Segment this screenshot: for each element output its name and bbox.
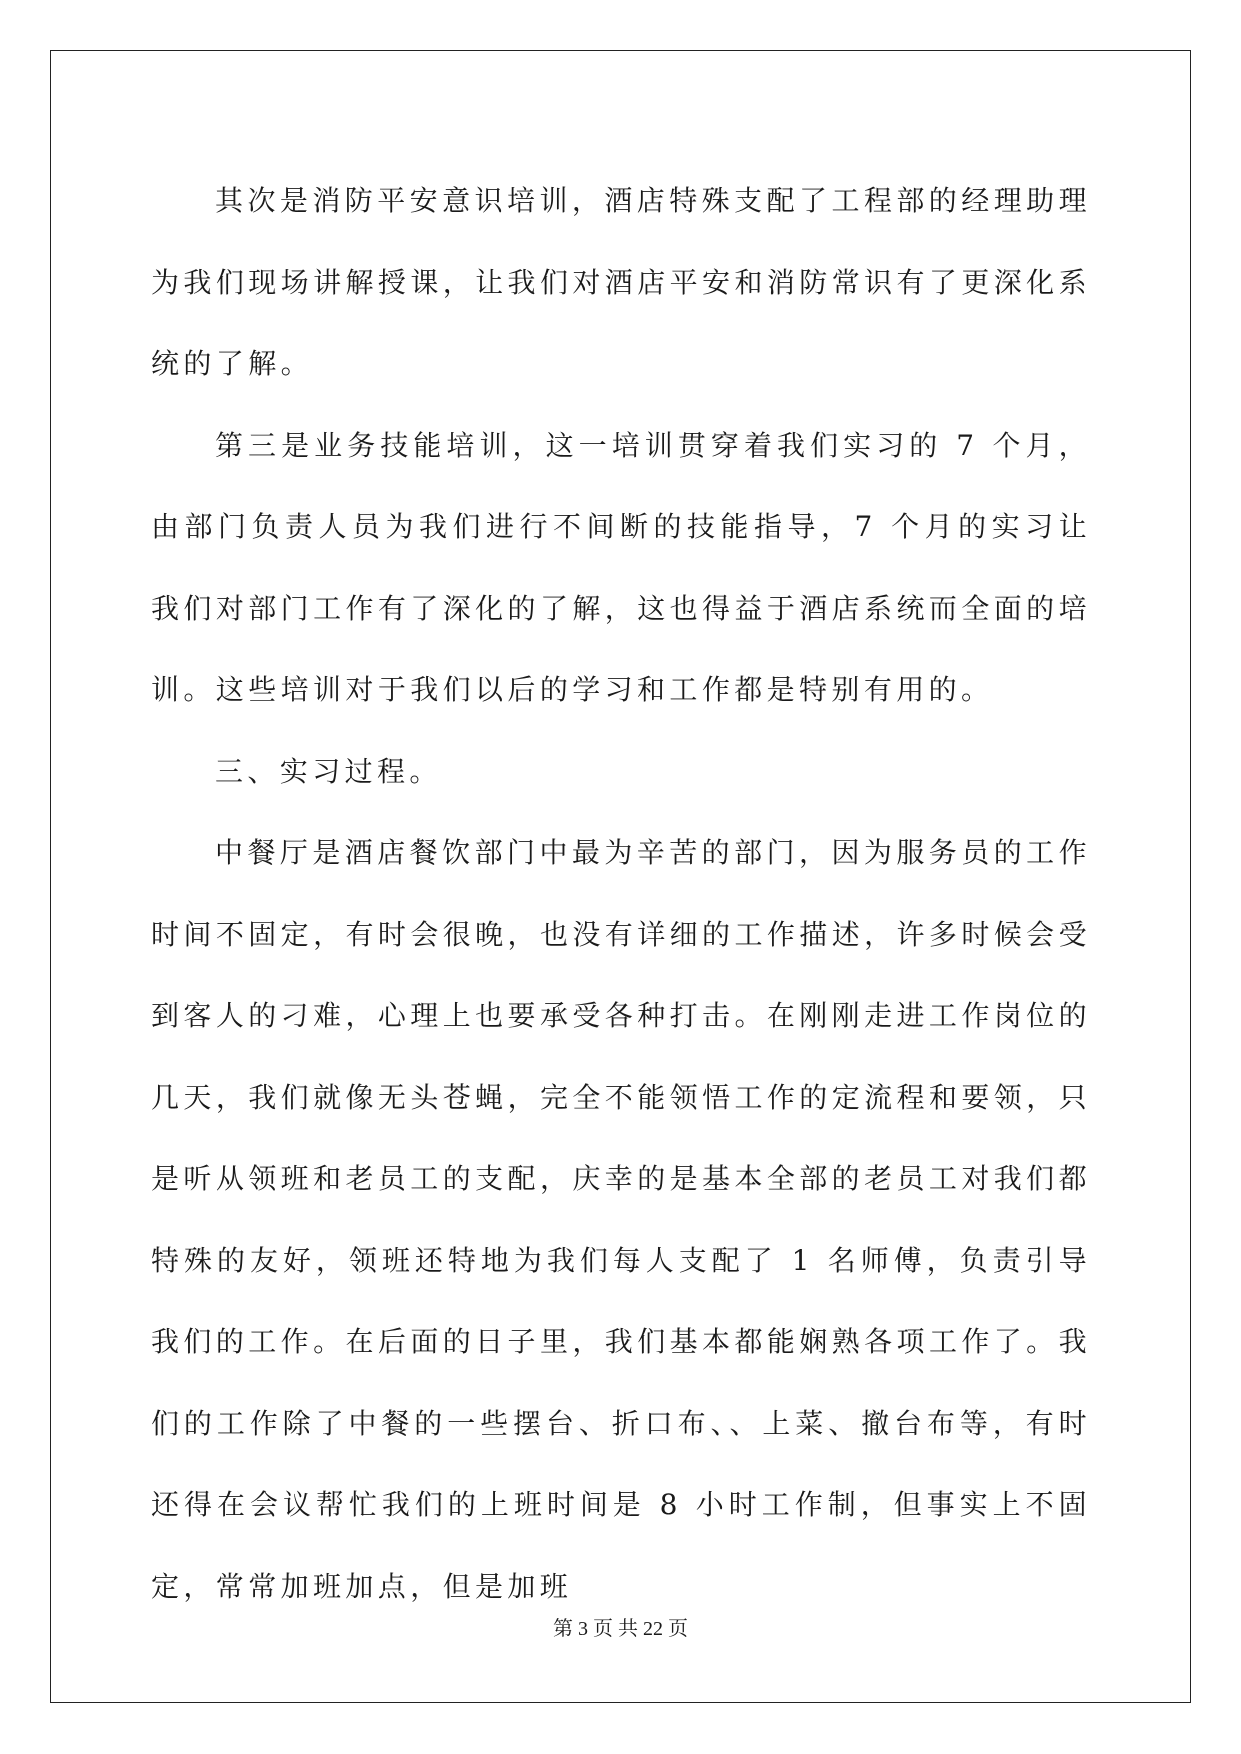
text-line: 训对于我们以后的学习和工作都是特别有用的。 (313, 673, 994, 706)
text-line: 班和老员工的支配，庆幸的是基本全部的老员工对我们都特殊的友好， (151, 1162, 1091, 1277)
paragraph-chinese-restaurant (151, 812, 1091, 1627)
paragraph-fire-safety (151, 160, 1091, 405)
text-line: 第三是业务技能培训，这一培训贯穿着我们实习的 7 个月，由部 (151, 428, 1091, 543)
text-line: 了解。 (215, 347, 314, 380)
document-body (151, 160, 1091, 1627)
text-line: 门工作有了深化的了解，这也得益于酒店系统而全面的培训。这些培 (151, 591, 1091, 706)
text-line: 我们就像无头苍蝇，完全不能领悟工作的定流程和要领，只是听从领 (151, 1080, 1092, 1195)
text-line: 间不固定，有时会很晚，也没有详细的工作描述，许多时候会受到客 (151, 917, 1091, 1032)
section-heading-internship-process (151, 731, 1091, 813)
text-line: 其次是消防平安意识培训，酒店特殊支配了工程部的经理助理为 (151, 184, 1091, 299)
text-line: 领班还特地为我们每人支配了 1 名师傅，负责引导我们的工作。在后 (151, 1243, 1092, 1358)
text-line: 我们现场讲解授课，让我们对酒店平安和消防常识有了更深化系统的 (151, 265, 1091, 380)
paragraph-skills-training (151, 405, 1091, 731)
text-line: 三、实习过程。 (215, 754, 442, 788)
text-line: 中餐厅是酒店餐饮部门中最为辛苦的部门，因为服务员的工作时 (151, 836, 1091, 951)
text-line: 面的日子里，我们基本都能娴熟各项工作了。我们的工作除了中餐的 (151, 1325, 1091, 1440)
page-number-footer: 第 3 页 共 22 页 (553, 1618, 688, 1640)
text-line: 门负责人员为我们进行不间断的技能指导，7 个月的实习让我们对部 (151, 510, 1091, 625)
text-line: 一些摆台、折口布、、上菜、撤台布等，有时还得在会议帮忙我们的上 (151, 1406, 1091, 1521)
text-line: 班时间是 8 小时工作制，但事实上不固定，常常加班加点，但是加班 (151, 1488, 1092, 1603)
text-line: 人的刁难，心理上也要承受各种打击。在刚刚走进工作岗位的几天， (151, 999, 1091, 1114)
